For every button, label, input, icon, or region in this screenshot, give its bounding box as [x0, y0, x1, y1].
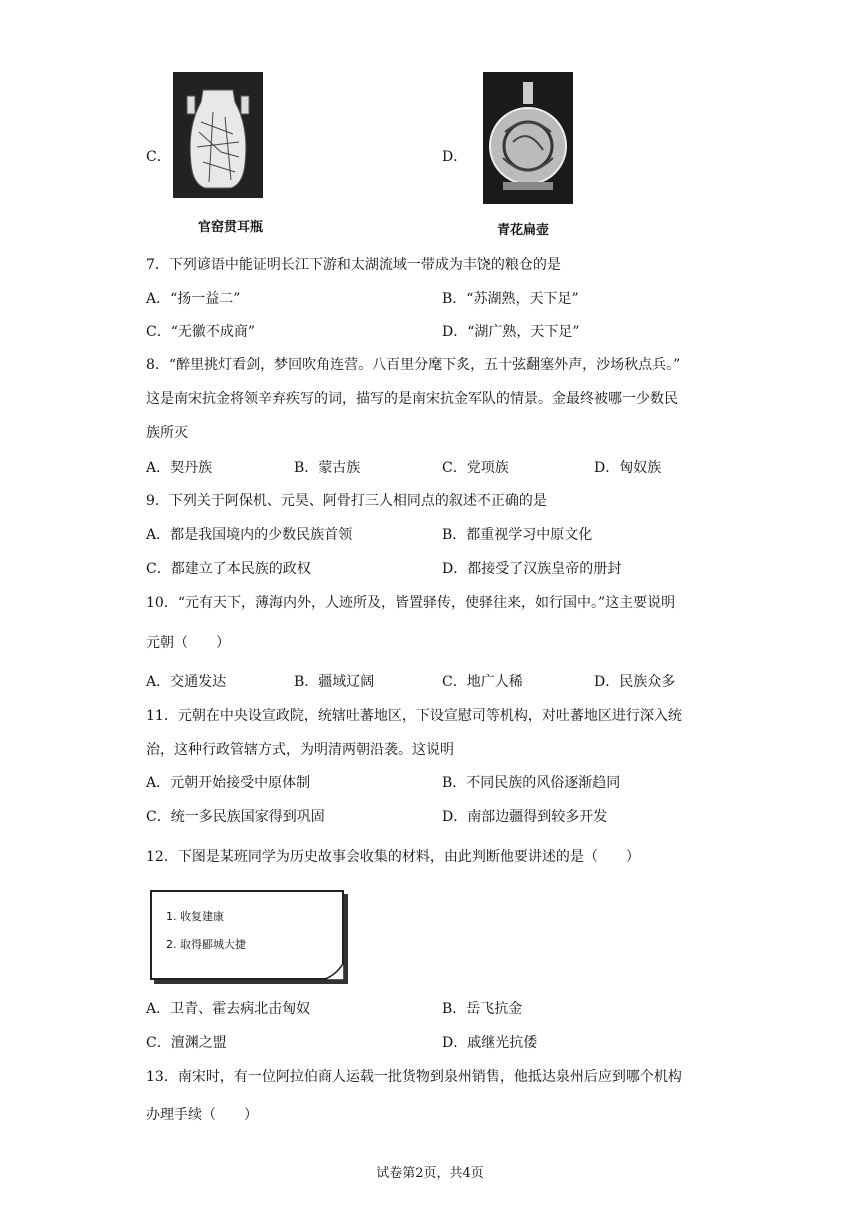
q9-option-c[interactable]: C．都建立了本民族的政权 — [146, 561, 311, 577]
question-text: “元有天下，薄海内外，人迹所及，皆置驿传，使驿往来，如行国中。”这主要说明 — [177, 595, 676, 611]
question-number: 13． — [146, 1069, 178, 1085]
q9-option-d[interactable]: D．都接受了汉族皇帝的册封 — [442, 561, 622, 577]
vase-icon — [173, 72, 263, 198]
page-footer: 试卷第2页，共4页 — [376, 1166, 484, 1181]
q10-option-c[interactable]: C．地广人稀 — [442, 674, 523, 690]
q7-option-a[interactable]: A．“扬一益二” — [146, 291, 241, 307]
q7-option-b[interactable]: B．“苏湖熟，天下足” — [442, 291, 579, 307]
question-text: 下列谚语中能证明长江下游和太湖流域一带成为丰饶的粮仓的是 — [168, 257, 561, 273]
question-number: 9． — [146, 493, 169, 509]
q8-option-b[interactable]: B．蒙古族 — [294, 460, 361, 476]
guan-kiln-vase-image — [173, 72, 263, 198]
q12-option-b[interactable]: B．岳飞抗金 — [442, 1001, 523, 1017]
option-c-label: C． — [146, 149, 171, 165]
question-13-stem — [146, 1066, 682, 1086]
note-item: 2. 取得郾城大捷 — [166, 938, 246, 951]
q11-option-b[interactable]: B．不同民族的风俗逐渐趋同 — [442, 775, 621, 791]
vase-caption: 官窑贯耳瓶 — [198, 220, 264, 235]
question-8-stem-line3: 族所灭 — [146, 425, 188, 441]
q12-option-d[interactable]: D．戚继光抗倭 — [442, 1035, 538, 1051]
flask-icon — [483, 72, 573, 204]
question-11-stem-line2: 治，这种行政管辖方式，为明清两朝沿袭。这说明 — [146, 742, 454, 758]
question-number: 10． — [146, 595, 178, 611]
question-number: 11． — [146, 708, 178, 724]
q10-option-b[interactable]: B．疆域辽阔 — [294, 674, 375, 690]
q9-option-b[interactable]: B．都重视学习中原文化 — [442, 527, 593, 543]
blue-white-flask-image — [483, 72, 573, 204]
question-10-stem-line2: 元朝（ ） — [146, 635, 230, 651]
question-8-stem-line2: 这是南宋抗金将领辛弃疾写的词，描写的是南宋抗金军队的情景。金最终被哪一少数民 — [146, 391, 678, 407]
question-text: “醉里挑灯看剑，梦回吹角连营。八百里分麾下炙，五十弦翻塞外声，沙场秋点兵。” — [168, 357, 681, 373]
question-text: 南宋时，有一位阿拉伯商人运载一批货物到泉州销售，他抵达泉州后应到哪个机构 — [177, 1069, 682, 1085]
question-number: 7． — [146, 257, 169, 273]
q12-option-a[interactable]: A．卫青、霍去病北击匈奴 — [146, 1001, 311, 1017]
q8-option-d[interactable]: D．匈奴族 — [594, 460, 662, 476]
q7-option-c[interactable]: C．“无徽不成商” — [146, 324, 256, 340]
question-number: 12． — [146, 849, 178, 865]
q12-option-c[interactable]: C．澶渊之盟 — [146, 1035, 227, 1051]
story-material-note — [150, 890, 344, 980]
flask-caption: 青花扁壶 — [497, 223, 550, 238]
question-13-stem-line2: 办理手续（ ） — [146, 1107, 258, 1123]
question-text: 下图是某班同学为历史故事会收集的材料，由此判断他要讲述的是（ ） — [177, 849, 640, 865]
question-11-stem — [146, 705, 682, 725]
q8-option-a[interactable]: A．契丹族 — [146, 460, 213, 476]
q11-option-c[interactable]: C．统一多民族国家得到巩固 — [146, 809, 325, 825]
option-d-label: D． — [442, 149, 468, 165]
question-9-stem — [146, 490, 547, 510]
question-12-stem — [146, 846, 640, 866]
q10-option-a[interactable]: A．交通发达 — [146, 674, 227, 690]
page-curl-icon — [322, 962, 344, 980]
question-number: 8． — [146, 357, 169, 373]
q8-option-c[interactable]: C．党项族 — [442, 460, 509, 476]
note-item: 1. 收复建康 — [166, 910, 224, 923]
q9-option-a[interactable]: A．都是我国境内的少数民族首领 — [146, 527, 353, 543]
question-text: 下列关于阿保机、元昊、阿骨打三人相同点的叙述不正确的是 — [168, 493, 547, 509]
question-7-stem — [146, 254, 561, 274]
q11-option-a[interactable]: A．元朝开始接受中原体制 — [146, 775, 311, 791]
question-text: 元朝在中央设宣政院，统辖吐蕃地区，下设宣慰司等机构，对吐蕃地区进行深入统 — [177, 708, 682, 724]
question-10-stem — [146, 592, 675, 612]
q7-option-d[interactable]: D．“湖广熟，天下足” — [442, 324, 580, 340]
q10-option-d[interactable]: D．民族众多 — [594, 674, 676, 690]
q11-option-d[interactable]: D．南部边疆得到较多开发 — [442, 809, 608, 825]
question-8-stem — [146, 354, 680, 374]
